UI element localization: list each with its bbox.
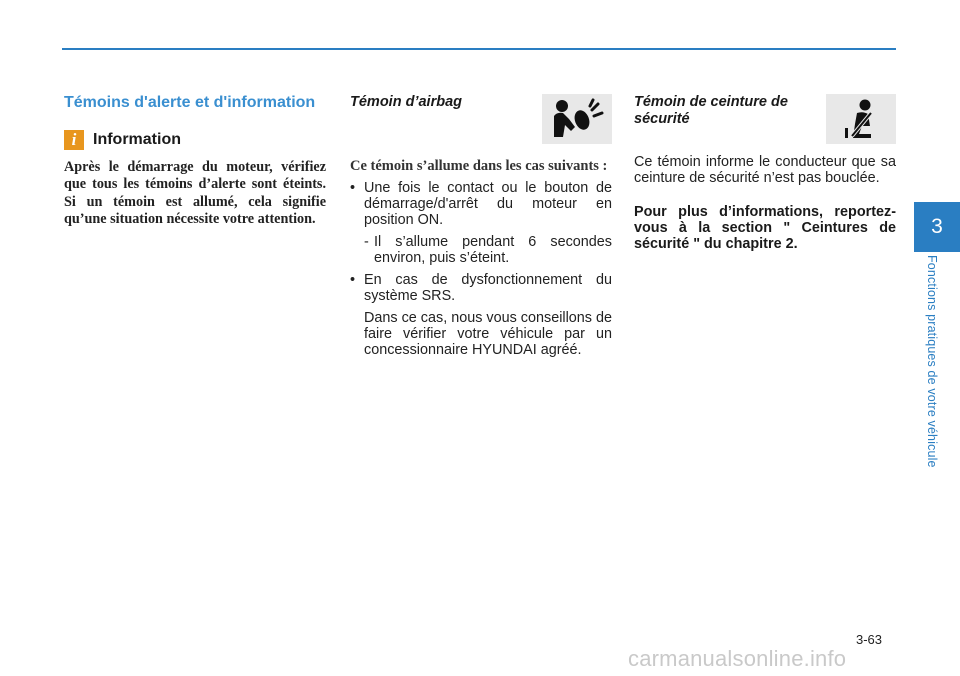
bullet-marker: • — [350, 272, 356, 288]
middle-column — [350, 94, 612, 358]
top-rule — [62, 48, 896, 50]
seatbelt-reference: Pour plus d’informations, reportez-vous à la section " Ceintures de sécurité " du chapitre 2. — [634, 204, 896, 252]
dash-marker: - — [364, 234, 369, 250]
page-number: 3-63 — [856, 632, 883, 647]
dealer-advice: Dans ce cas, nous vous conseillons de faire vérifier votre véhicule par un concessionnaire HYUNDAI agréé. — [364, 310, 612, 358]
subitem-text: Il s’allume pendant 6 secondes environ, puis s’éteint. — [374, 234, 612, 266]
airbag-body — [350, 180, 612, 358]
bullet-marker: • — [350, 180, 356, 196]
seatbelt-header — [634, 94, 896, 150]
info-label: Information — [93, 131, 181, 148]
bullet-text: Une fois le contact ou le bouton de démarrage/d'arrêt du moteur en position ON. — [364, 180, 612, 228]
list-item — [350, 272, 612, 304]
airbag-header — [350, 94, 612, 150]
info-text: Après le démarrage du moteur, vérifiez que tous les témoins d’alerte sont éteints. Si un témoin est allumé, cela signifie qu’une situation nécessite votre attention. — [64, 159, 326, 227]
airbag-lead: Ce témoin s’allume dans les cas suivants : — [350, 158, 608, 174]
chapter-title: Fonctions pratiques de votre véhicule — [925, 255, 939, 468]
bullet-text: En cas de dysfonctionnement du système SRS. — [364, 272, 612, 304]
right-column — [634, 94, 896, 252]
chapter-tab — [914, 202, 960, 252]
section-title-warning-lights: Témoins d'alerte et d'information — [64, 94, 316, 111]
list-item — [350, 180, 612, 228]
left-column — [64, 94, 326, 228]
seatbelt-text: Ce témoin informe le conducteur que sa ceinture de sécurité n’est pas bouclée. — [634, 154, 896, 186]
chapter-number: 3 — [931, 215, 943, 238]
airbag-warning-icon — [542, 94, 612, 144]
airbag-title: Témoin d’airbag — [350, 94, 462, 110]
seatbelt-warning-icon — [826, 94, 896, 144]
watermark: carmanualsonline.info — [628, 646, 847, 671]
info-header — [64, 130, 326, 150]
info-icon: i — [64, 130, 84, 150]
chapter-title-vertical — [920, 255, 944, 503]
list-subitem — [364, 234, 612, 266]
seatbelt-title: Témoin de ceinture de sécurité — [634, 94, 788, 127]
